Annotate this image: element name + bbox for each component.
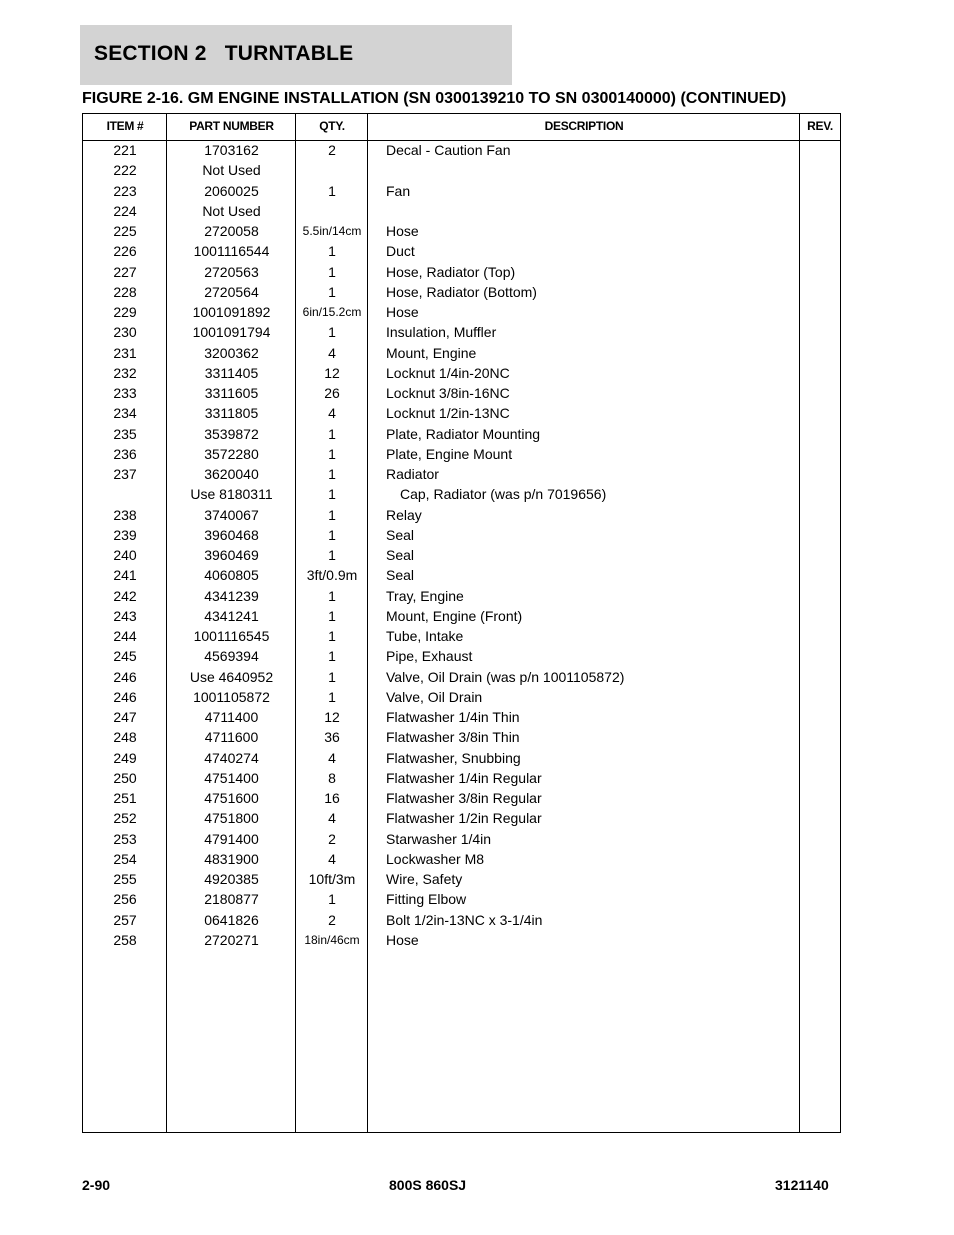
description: Plate, Radiator Mounting bbox=[386, 425, 541, 442]
item-number: 235 bbox=[113, 425, 137, 442]
part-number: 1001105872 bbox=[193, 688, 270, 705]
item-number: 221 bbox=[113, 142, 137, 158]
quantity: 1 bbox=[328, 466, 336, 482]
item-number: 250 bbox=[113, 769, 137, 786]
part-number: Use 4640952 bbox=[189, 668, 274, 685]
quantity: 12 bbox=[324, 364, 340, 381]
figure-title: FIGURE 2-16. GM ENGINE INSTALLATION (SN 0300139210 TO SN 0300140000) (CONTINUED) bbox=[82, 90, 787, 107]
part-number: 4341241 bbox=[204, 607, 259, 624]
header-rev: REV. bbox=[807, 119, 833, 133]
table-row bbox=[83, 707, 840, 727]
description: Flatwasher 1/2in Regular bbox=[386, 810, 542, 827]
item-number: 256 bbox=[113, 891, 137, 908]
description: Mount, Engine (Front) bbox=[386, 607, 523, 624]
header-part-number: PART NUMBER bbox=[189, 119, 274, 133]
part-number: 0641826 bbox=[204, 911, 259, 928]
header-item: ITEM # bbox=[106, 119, 144, 133]
header-qty: QTY. bbox=[319, 119, 345, 133]
description: Flatwasher 1/4in Thin bbox=[386, 709, 520, 725]
item-number: 229 bbox=[113, 304, 137, 320]
section-banner bbox=[80, 25, 512, 85]
part-number: 4060805 bbox=[204, 567, 259, 584]
description: Fitting Elbow bbox=[386, 891, 467, 908]
header-description: DESCRIPTION bbox=[544, 119, 624, 133]
table-row bbox=[83, 181, 840, 201]
quantity: 2 bbox=[328, 830, 336, 847]
item-number: 230 bbox=[113, 324, 137, 341]
description: Lockwasher M8 bbox=[386, 850, 485, 867]
table-row bbox=[83, 282, 840, 302]
description: Seal bbox=[386, 526, 415, 543]
part-number: 2720563 bbox=[204, 263, 259, 280]
quantity: 1 bbox=[328, 607, 336, 624]
part-number: 3539872 bbox=[204, 425, 259, 442]
part-number: 4711600 bbox=[204, 729, 259, 746]
description: Insulation, Muffler bbox=[386, 324, 497, 341]
part-number: 4920385 bbox=[204, 871, 259, 887]
table-row bbox=[83, 565, 840, 585]
part-number: 3311405 bbox=[204, 364, 259, 381]
part-number: 2720058 bbox=[204, 223, 259, 239]
description: Mount, Engine bbox=[386, 344, 477, 361]
part-number: 4751600 bbox=[204, 790, 259, 806]
part-number: Use 8180311 bbox=[190, 486, 273, 503]
part-number: 1001116545 bbox=[193, 628, 270, 644]
item-number: 244 bbox=[113, 628, 137, 644]
description: Locknut 1/4in-20NC bbox=[386, 364, 510, 381]
quantity: 1 bbox=[328, 648, 336, 665]
part-number: 4569394 bbox=[204, 648, 259, 665]
quantity: 1 bbox=[328, 587, 336, 604]
table-row bbox=[83, 140, 840, 160]
description: Flatwasher 3/8in Thin bbox=[386, 729, 520, 746]
quantity: 4 bbox=[328, 749, 336, 766]
parts-table bbox=[82, 113, 841, 1133]
quantity: 12 bbox=[324, 709, 340, 725]
part-number: 4791400 bbox=[204, 830, 259, 847]
model-name: 800S 860SJ bbox=[389, 1177, 467, 1193]
quantity: 4 bbox=[328, 810, 336, 827]
description: Flatwasher 1/4in Regular bbox=[386, 769, 542, 786]
table-row bbox=[83, 464, 840, 484]
description: Locknut 1/2in-13NC bbox=[386, 405, 510, 422]
item-number: 255 bbox=[113, 871, 137, 887]
table-row bbox=[83, 727, 840, 747]
table-row bbox=[83, 424, 840, 444]
quantity: 1 bbox=[328, 526, 336, 543]
description: Seal bbox=[386, 567, 415, 584]
quantity: 1 bbox=[328, 506, 336, 523]
part-number: 3200362 bbox=[204, 344, 259, 361]
quantity: 1 bbox=[328, 688, 336, 705]
part-number: 3960468 bbox=[204, 526, 259, 543]
quantity: 1 bbox=[328, 891, 336, 908]
part-number: 2180877 bbox=[204, 891, 259, 908]
item-number: 247 bbox=[113, 709, 137, 725]
description: Flatwasher, Snubbing bbox=[386, 749, 521, 766]
item-number: 241 bbox=[113, 567, 137, 584]
quantity: 1 bbox=[328, 283, 336, 300]
table-row bbox=[83, 849, 840, 869]
part-number: 3311605 bbox=[204, 385, 259, 401]
item-number: 228 bbox=[113, 283, 137, 300]
quantity: 1 bbox=[328, 243, 336, 260]
description: Cap, Radiator (was p/n 7019656) bbox=[400, 486, 607, 503]
description: Hose bbox=[386, 931, 419, 948]
table-body bbox=[83, 140, 840, 950]
table-row bbox=[83, 930, 840, 950]
quantity: 2 bbox=[328, 142, 336, 158]
description: Decal - Caution Fan bbox=[386, 142, 511, 158]
table-row bbox=[83, 667, 840, 687]
part-number: 3960469 bbox=[204, 547, 259, 563]
table-row bbox=[83, 788, 840, 808]
description: Hose bbox=[386, 304, 419, 320]
quantity: 18in/46cm bbox=[304, 932, 360, 947]
quantity: 36 bbox=[324, 729, 340, 746]
quantity: 1 bbox=[328, 425, 336, 442]
table-row bbox=[83, 403, 840, 423]
description: Duct bbox=[386, 243, 415, 260]
quantity: 1 bbox=[328, 182, 336, 199]
part-number: 2060025 bbox=[204, 182, 259, 199]
quantity: 1 bbox=[328, 628, 336, 644]
table-row bbox=[83, 586, 840, 606]
description: Locknut 3/8in-16NC bbox=[386, 385, 510, 401]
table-row bbox=[83, 545, 840, 565]
description: Seal bbox=[386, 547, 415, 563]
table-row bbox=[83, 160, 840, 180]
table-row bbox=[83, 626, 840, 646]
quantity: 3ft/0.9m bbox=[306, 567, 358, 584]
item-number: 225 bbox=[113, 223, 137, 239]
part-number: 4831900 bbox=[204, 850, 259, 867]
item-number: 246 bbox=[113, 688, 137, 705]
item-number: 231 bbox=[113, 344, 137, 361]
quantity: 1 bbox=[328, 324, 336, 341]
table-row bbox=[83, 869, 840, 889]
item-number: 251 bbox=[113, 790, 137, 806]
description: Valve, Oil Drain bbox=[386, 688, 483, 705]
description: Radiator bbox=[386, 466, 439, 482]
description: Valve, Oil Drain (was p/n 1001105872) bbox=[386, 668, 625, 685]
item-number: 233 bbox=[113, 385, 137, 401]
item-number: 245 bbox=[113, 648, 137, 665]
table-row bbox=[83, 505, 840, 525]
table-row bbox=[83, 606, 840, 626]
item-number: 246 bbox=[113, 668, 137, 685]
part-number: 4751400 bbox=[204, 769, 259, 786]
section-title: SECTION 2 TURNTABLE bbox=[94, 42, 354, 65]
description: Flatwasher 3/8in Regular bbox=[386, 790, 542, 806]
item-number: 258 bbox=[113, 931, 137, 948]
item-number: 223 bbox=[113, 182, 137, 199]
quantity: 4 bbox=[328, 850, 336, 867]
page-number: 2-90 bbox=[82, 1177, 111, 1193]
item-number: 243 bbox=[113, 607, 137, 624]
description: Hose bbox=[386, 223, 419, 239]
table-row bbox=[83, 383, 840, 403]
quantity: 8 bbox=[328, 769, 336, 786]
item-number: 224 bbox=[113, 202, 137, 219]
item-number: 240 bbox=[113, 547, 137, 563]
description: Hose, Radiator (Top) bbox=[386, 263, 516, 280]
item-number: 242 bbox=[113, 587, 137, 604]
quantity: 1 bbox=[328, 547, 336, 563]
quantity: 1 bbox=[328, 445, 336, 462]
quantity: 5.5in/14cm bbox=[302, 224, 362, 238]
table-row bbox=[83, 889, 840, 909]
item-number: 236 bbox=[113, 445, 137, 462]
quantity: 6in/15.2cm bbox=[302, 305, 362, 319]
table-row bbox=[83, 768, 840, 788]
quantity: 4 bbox=[328, 344, 336, 361]
part-number: 3311805 bbox=[204, 405, 259, 422]
description: Tube, Intake bbox=[386, 628, 464, 644]
table-row bbox=[83, 322, 840, 342]
part-number: Not Used bbox=[202, 162, 261, 179]
quantity: 26 bbox=[324, 385, 340, 401]
item-number: 248 bbox=[113, 729, 137, 746]
table-row bbox=[83, 646, 840, 666]
part-number: 4341239 bbox=[204, 587, 259, 604]
part-number: 2720271 bbox=[204, 931, 259, 948]
description: Fan bbox=[386, 182, 411, 199]
table-row bbox=[83, 302, 840, 322]
table-row bbox=[83, 484, 840, 504]
part-number: Not Used bbox=[202, 202, 261, 219]
table-row bbox=[83, 343, 840, 363]
item-number: 232 bbox=[113, 364, 137, 381]
table-row bbox=[83, 221, 840, 241]
part-number: 1001091892 bbox=[192, 304, 271, 320]
table-row bbox=[83, 241, 840, 261]
table-row bbox=[83, 829, 840, 849]
quantity: 1 bbox=[328, 668, 336, 685]
quantity: 1 bbox=[328, 486, 336, 503]
table-row bbox=[83, 363, 840, 383]
part-number: 1001091794 bbox=[192, 324, 271, 341]
description: Plate, Engine Mount bbox=[386, 445, 513, 462]
item-number: 239 bbox=[113, 526, 137, 543]
part-number: 2720564 bbox=[204, 283, 259, 300]
part-number: 1001116544 bbox=[193, 243, 270, 260]
part-number: 4751800 bbox=[204, 810, 259, 827]
item-number: 249 bbox=[113, 749, 137, 766]
table-row bbox=[83, 910, 840, 930]
item-number: 227 bbox=[113, 263, 137, 280]
description: Hose, Radiator (Bottom) bbox=[386, 283, 537, 300]
part-number: 1703162 bbox=[204, 142, 259, 158]
item-number: 253 bbox=[113, 830, 137, 847]
quantity: 2 bbox=[328, 911, 336, 928]
table-row bbox=[83, 444, 840, 464]
table-row bbox=[83, 201, 840, 221]
table-row bbox=[83, 525, 840, 545]
quantity: 1 bbox=[328, 263, 336, 280]
item-number: 238 bbox=[113, 506, 137, 523]
item-number: 226 bbox=[113, 243, 137, 260]
item-number: 252 bbox=[113, 810, 137, 827]
description: Relay bbox=[386, 506, 422, 523]
item-number: 257 bbox=[113, 911, 137, 928]
table-row bbox=[83, 748, 840, 768]
item-number: 222 bbox=[113, 162, 137, 179]
quantity: 10ft/3m bbox=[308, 871, 356, 887]
description: Pipe, Exhaust bbox=[386, 648, 473, 665]
quantity: 4 bbox=[328, 405, 336, 422]
description: Tray, Engine bbox=[386, 587, 464, 604]
quantity: 16 bbox=[324, 790, 340, 806]
part-number: 3572280 bbox=[204, 445, 259, 462]
description: Bolt 1/2in-13NC x 3-1/4in bbox=[386, 911, 543, 928]
description: Starwasher 1/4in bbox=[386, 830, 492, 847]
part-number: 4711400 bbox=[204, 709, 259, 725]
item-number: 254 bbox=[113, 850, 137, 867]
part-number: 3620040 bbox=[204, 466, 259, 482]
document-number: 3121140 bbox=[775, 1177, 829, 1193]
table-row bbox=[83, 687, 840, 707]
part-number: 4740274 bbox=[204, 749, 259, 766]
table-row bbox=[83, 262, 840, 282]
description: Wire, Safety bbox=[386, 871, 463, 887]
part-number: 3740067 bbox=[204, 506, 259, 523]
table-row bbox=[83, 808, 840, 828]
item-number: 237 bbox=[113, 466, 137, 482]
item-number: 234 bbox=[113, 405, 137, 422]
